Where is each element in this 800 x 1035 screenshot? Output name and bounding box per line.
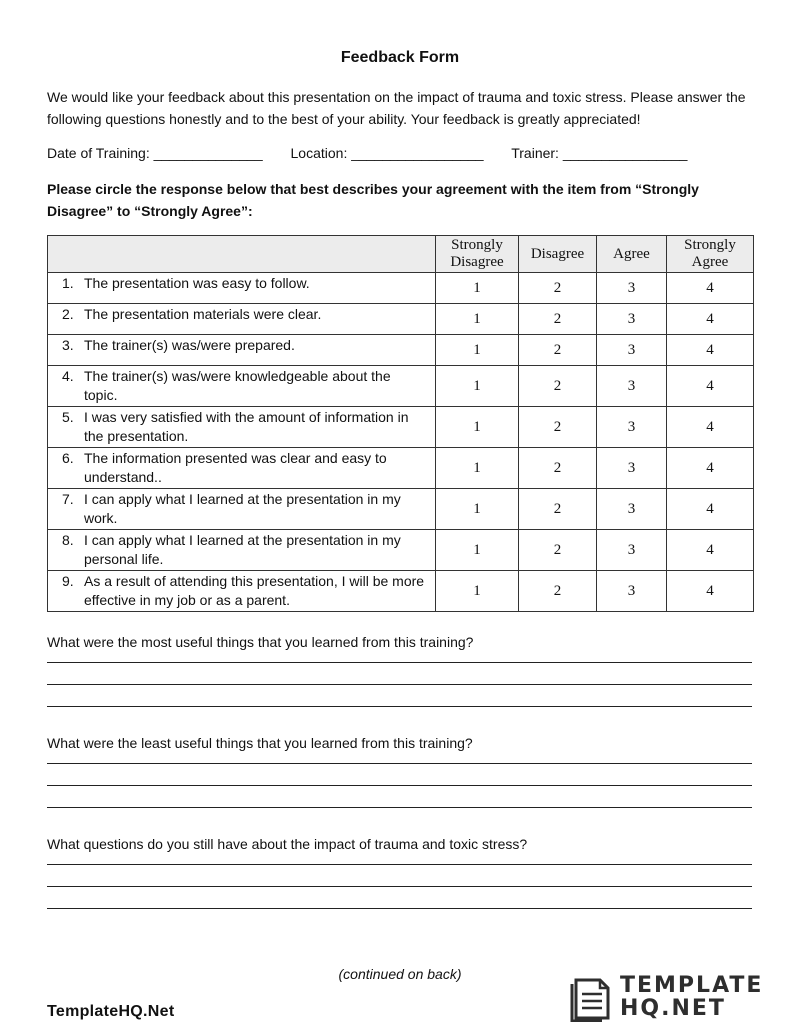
question-text: What were the most useful things that you learned from this training?: [47, 634, 474, 650]
question-text: What questions do you still have about the impact of trauma and toxic stress?: [47, 836, 528, 852]
answer-line[interactable]: [47, 785, 752, 786]
statement-text: As a result of attending this presentation, I will be more effective in my job or as a parent.: [84, 573, 425, 608]
statement-cell: [48, 335, 436, 366]
rating-option-2[interactable]: 2: [519, 304, 597, 335]
rating-option-2[interactable]: 2: [519, 489, 597, 530]
statement-text: I can apply what I learned at the presentation in my personal life.: [84, 532, 401, 567]
rating-option-1[interactable]: 1: [436, 448, 519, 489]
statement-number: 7.: [62, 491, 74, 507]
statement-cell: [48, 448, 436, 489]
statement-text: I was very satisfied with the amount of information in the presentation.: [84, 409, 409, 444]
form-fields-row: [47, 143, 767, 163]
rating-option-4[interactable]: 4: [667, 407, 754, 448]
statement-text: The information presented was clear and easy to understand..: [84, 450, 387, 485]
table-row: [48, 448, 754, 489]
statement-text: The trainer(s) was/were prepared.: [84, 337, 295, 353]
table-row: [48, 489, 754, 530]
rating-table-body: [48, 273, 754, 612]
rating-option-3[interactable]: 3: [597, 273, 667, 304]
statement-number: 3.: [62, 337, 74, 353]
rating-option-2[interactable]: 2: [519, 530, 597, 571]
answer-line[interactable]: [47, 706, 752, 707]
rating-option-3[interactable]: 3: [597, 571, 667, 612]
statement-text: The trainer(s) was/were knowledgeable about the topic.: [84, 368, 391, 403]
rating-option-2[interactable]: 2: [519, 407, 597, 448]
logo-line-2: HQ.NET: [620, 996, 726, 1021]
logo-wordmark: [620, 974, 763, 1020]
rating-option-1[interactable]: 1: [436, 530, 519, 571]
rating-option-3[interactable]: 3: [597, 530, 667, 571]
rating-option-4[interactable]: 4: [667, 489, 754, 530]
header-strongly-disagree: Strongly Disagree: [436, 236, 519, 273]
table-row: [48, 335, 754, 366]
rating-option-3[interactable]: 3: [597, 366, 667, 407]
header-blank-cell: [48, 236, 436, 273]
statement-cell: [48, 304, 436, 335]
statement-number: 2.: [62, 306, 74, 322]
rating-option-4[interactable]: 4: [667, 571, 754, 612]
question-block-2: [47, 733, 752, 808]
date-field[interactable]: Date of Training: ______________: [47, 145, 263, 161]
rating-option-1[interactable]: 1: [436, 407, 519, 448]
rating-option-3[interactable]: 3: [597, 448, 667, 489]
statement-text: I can apply what I learned at the presentation in my work.: [84, 491, 401, 526]
rating-option-4[interactable]: 4: [667, 448, 754, 489]
rating-option-4[interactable]: 4: [667, 530, 754, 571]
statement-cell: [48, 273, 436, 304]
rating-option-2[interactable]: 2: [519, 448, 597, 489]
table-row: [48, 366, 754, 407]
answer-line[interactable]: [47, 662, 752, 663]
rating-option-2[interactable]: 2: [519, 335, 597, 366]
instructions: Please circle the response below that best describes your agreement with the item from “Strongly Disagree” to “Strongly Agree”:: [47, 181, 699, 219]
rating-option-1[interactable]: 1: [436, 335, 519, 366]
table-row: [48, 304, 754, 335]
statement-cell: [48, 407, 436, 448]
rating-option-4[interactable]: 4: [667, 335, 754, 366]
question-block-3: [47, 834, 752, 909]
table-row: [48, 530, 754, 571]
statement-cell: [48, 571, 436, 612]
statement-number: 6.: [62, 450, 74, 466]
statement-cell: [48, 366, 436, 407]
rating-option-2[interactable]: 2: [519, 571, 597, 612]
document-icon: [570, 974, 614, 1022]
question-text: What were the least useful things that you learned from this training?: [47, 735, 473, 751]
rating-table: [47, 235, 754, 612]
rating-option-4[interactable]: 4: [667, 273, 754, 304]
templatehq-logo: [570, 973, 764, 1024]
table-header-row: [48, 236, 754, 273]
header-disagree: Disagree: [519, 236, 597, 273]
statement-text: The presentation was easy to follow.: [84, 275, 310, 291]
answer-line[interactable]: [47, 908, 752, 909]
header-agree: Agree: [597, 236, 667, 273]
answer-line[interactable]: [47, 763, 752, 764]
table-row: [48, 407, 754, 448]
intro-paragraph: We would like your feedback about this presentation on the impact of trauma and toxic stress. Please answer the following questions honestly and to the best of your ability. Your feedback is greatly appreciated!: [47, 89, 746, 127]
rating-option-3[interactable]: 3: [597, 407, 667, 448]
table-row: [48, 571, 754, 612]
statement-text: The presentation materials were clear.: [84, 306, 322, 322]
continued-note: (continued on back): [338, 966, 462, 982]
rating-option-1[interactable]: 1: [436, 366, 519, 407]
rating-option-3[interactable]: 3: [597, 489, 667, 530]
statement-cell: [48, 489, 436, 530]
rating-option-4[interactable]: 4: [667, 366, 754, 407]
statement-cell: [48, 530, 436, 571]
rating-option-4[interactable]: 4: [667, 304, 754, 335]
logo-line-1: TEMPLATE: [620, 973, 764, 998]
rating-option-2[interactable]: 2: [519, 273, 597, 304]
answer-line[interactable]: [47, 886, 752, 887]
page-title: Feedback Form: [340, 49, 460, 66]
rating-option-1[interactable]: 1: [436, 273, 519, 304]
answer-line[interactable]: [47, 864, 752, 865]
statement-number: 5.: [62, 409, 74, 425]
rating-option-2[interactable]: 2: [519, 366, 597, 407]
answer-line[interactable]: [47, 807, 752, 808]
statement-number: 4.: [62, 368, 74, 384]
location-field[interactable]: Location: _________________: [290, 145, 484, 161]
rating-option-1[interactable]: 1: [436, 304, 519, 335]
trainer-field[interactable]: Trainer: ________________: [511, 145, 688, 161]
statement-number: 9.: [62, 573, 74, 589]
rating-option-1[interactable]: 1: [436, 489, 519, 530]
rating-option-3[interactable]: 3: [597, 304, 667, 335]
header-strongly-agree: Strongly Agree: [667, 236, 754, 273]
rating-option-1[interactable]: 1: [436, 571, 519, 612]
answer-line[interactable]: [47, 684, 752, 685]
rating-option-3[interactable]: 3: [597, 335, 667, 366]
statement-number: 1.: [62, 275, 74, 291]
statement-number: 8.: [62, 532, 74, 548]
question-block-1: [47, 632, 752, 707]
footer-site-name: TemplateHQ.Net: [47, 1003, 175, 1020]
table-row: [48, 273, 754, 304]
